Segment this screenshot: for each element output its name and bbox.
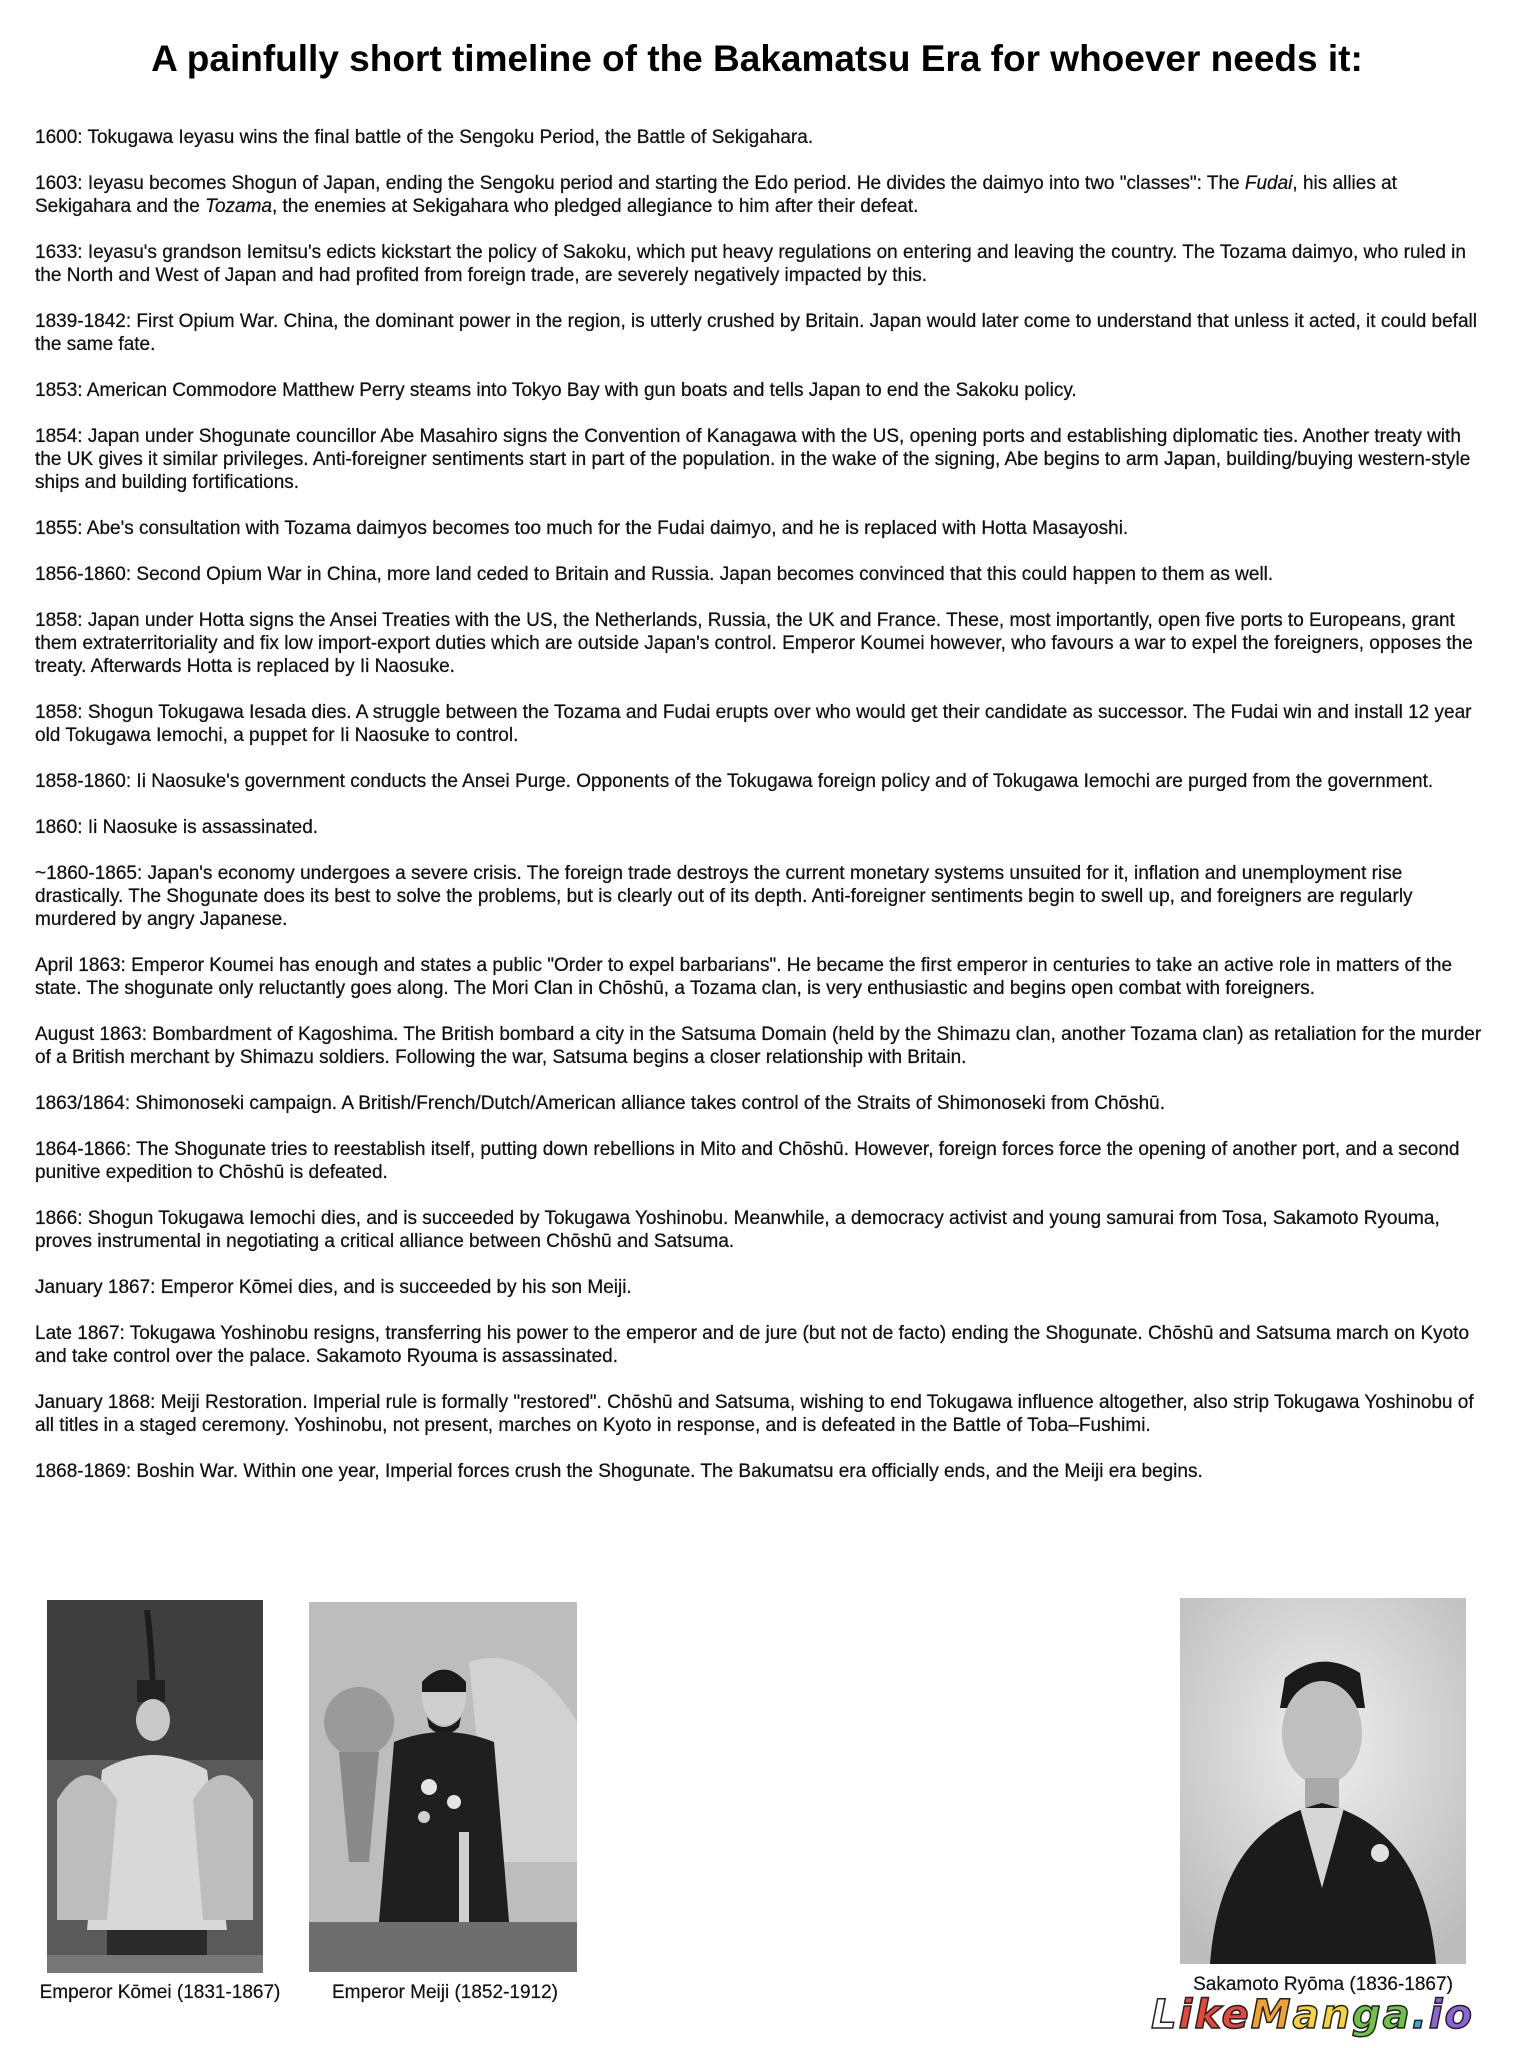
timeline-entry: 1868-1869: Boshin War. Within one year, Imperial forces crush the Shogunate. The Bakumatsu era officially ends, and the Meiji era begins. [35,1461,1203,1482]
timeline [35,126,1485,1506]
timeline-entry: April 1863: Emperor Koumei has enough and states a public "Order to expel barbarians". He became the first emperor in centuries to take an active role in matters of the state. The shogunate only reluctantly goes along. The Mori Clan in Chōshū, a Tozama clan, is very enthusiastic and begins open combat with foreigners. [35,955,1453,999]
photo-emperor-komei [47,1600,263,1973]
timeline-entry: 1633: Ieyasu's grandson Iemitsu's edicts kickstart the policy of Sakoku, which put heavy regulations on entering and leaving the country. The Tozama daimyo, who ruled in the North and West of Japan and had profited from foreign trade, are severely negatively impacted by this. [35,242,1466,286]
timeline-entry: August 1863: Bombardment of Kagoshima. The British bombard a city in the Satsuma Domain (held by the Shimazu clan, another Tozama clan) as retaliation for the murder of a British merchant by Shimazu soldiers. Following the war, Satsuma begins a closer relationship with Britain. [35,1024,1482,1068]
timeline-entry [35,172,1485,218]
caption-sakamoto-ryoma: Sakamoto Ryōma (1836-1867) [1193,1974,1453,1995]
timeline-entry: 1854: Japan under Shogunate councillor Abe Masahiro signs the Convention of Kanagawa with the US, opening ports and establishing diplomatic ties. Another treaty with the UK gives it similar privileges. Anti-foreigner sentiments start in part of the population. in the wake of the signing, Abe begins to arm Japan, building/buying western-style ships and building fortifications. [35,426,1471,493]
timeline-entry: 1860: Ii Naosuke is assassinated. [35,817,319,838]
entry-text: , his allies at Sekigahara and the [35,173,1397,217]
timeline-entry: January 1868: Meiji Restoration. Imperial rule is formally "restored". Chōshū and Satsuma, wishing to end Tokugawa influence altogether, also strip Tokugawa Yoshinobu of all titles in a staged ceremony. Yoshinobu, not present, marches on Kyoto in response, and is defeated in the Battle of Toba–Fushimi. [35,1392,1474,1436]
entry-text: , the enemies at Sekigahara who pledged allegiance to him after their defeat. [271,196,919,217]
portrait-samurai-icon [1180,1598,1466,1964]
timeline-entry: 1866: Shogun Tokugawa Iemochi dies, and is succeeded by Tokugawa Yoshinobu. Meanwhile, a democracy activist and young samurai from Tosa, Sakamoto Ryouma, proves instrumental in negotiating a critical alliance between Chōshū and Satsuma. [35,1208,1440,1252]
portrait-uniformed-figure-icon [309,1602,577,1972]
entry-text: 1603: Ieyasu becomes Shogun of Japan, ending the Sengoku period and starting the Edo period. He divides the daimyo into two "classes": The [35,173,1240,194]
portrait-seated-figure-icon [47,1600,263,1973]
timeline-entry: 1858: Japan under Hotta signs the Ansei Treaties with the US, the Netherlands, Russia, the UK and France. These, most importantly, open five ports to Europeans, grant them extraterritoriality and fix low import-export duties which are outside Japan's control. Emperor Koumei however, who favours a war to expel the foreigners, opposes the treaty. Afterwards Hotta is replaced by Ii Naosuke. [35,610,1473,677]
timeline-entry: 1600: Tokugawa Ieyasu wins the final battle of the Sengoku Period, the Battle of Sekigahara. [35,127,814,148]
timeline-entry: 1858: Shogun Tokugawa Iesada dies. A struggle between the Tozama and Fudai erupts over who would get their candidate as successor. The Fudai win and install 12 year old Tokugawa Iemochi, a puppet for Ii Naosuke to control. [35,702,1472,746]
timeline-entry: ~1860-1865: Japan's economy undergoes a severe crisis. The foreign trade destroys the current monetary systems unsuited for it, inflation and unemployment rise drastically. The Shogunate does its best to solve the problems, but is clearly out of its depth. Anti-foreigner sentiments begin to swell up, and foreigners are regularly murdered by angry Japanese. [35,863,1413,930]
term-fudai: Fudai [1244,173,1293,194]
site-watermark-logo: LikeManga.io [1151,1992,1474,2038]
photo-sakamoto-ryoma [1180,1598,1466,1964]
photo-emperor-meiji [309,1602,577,1972]
caption-emperor-meiji: Emperor Meiji (1852-1912) [332,1982,558,2003]
timeline-entry: 1858-1860: Ii Naosuke's government conducts the Ansei Purge. Opponents of the Tokugawa foreign policy and of Tokugawa Iemochi are purged from the government. [35,771,1434,792]
timeline-entry: 1864-1866: The Shogunate tries to reestablish itself, putting down rebellions in Mito and Chōshū. However, foreign forces force the opening of another port, and a second punitive expedition to Chōshū is defeated. [35,1139,1460,1183]
caption-emperor-komei: Emperor Kōmei (1831-1867) [39,1982,281,2003]
timeline-entry: 1853: American Commodore Matthew Perry steams into Tokyo Bay with gun boats and tells Japan to end the Sakoku policy. [35,380,1077,401]
page-title: A painfully short timeline of the Bakamatsu Era for whoever needs it: [151,38,1363,79]
timeline-entry: 1839-1842: First Opium War. China, the dominant power in the region, is utterly crushed by Britain. Japan would later come to understand that unless it acted, it could befall the same fate. [35,311,1477,355]
term-tozama: Tozama [205,196,272,217]
timeline-entry: 1863/1864: Shimonoseki campaign. A British/French/Dutch/American alliance takes control of the Straits of Shimonoseki from Chōshū. [35,1093,1166,1114]
timeline-entry: January 1867: Emperor Kōmei dies, and is succeeded by his son Meiji. [35,1277,632,1298]
timeline-entry: Late 1867: Tokugawa Yoshinobu resigns, transferring his power to the emperor and de jure (but not de facto) ending the Shogunate. Chōshū and Satsuma march on Kyoto and take control over the palace. Sakamoto Ryouma is assassinated. [35,1323,1470,1367]
timeline-entry: 1856-1860: Second Opium War in China, more land ceded to Britain and Russia. Japan becomes convinced that this could happen to them as well. [35,564,1274,585]
timeline-entry: 1855: Abe's consultation with Tozama daimyos becomes too much for the Fudai daimyo, and he is replaced with Hotta Masayoshi. [35,518,1129,539]
